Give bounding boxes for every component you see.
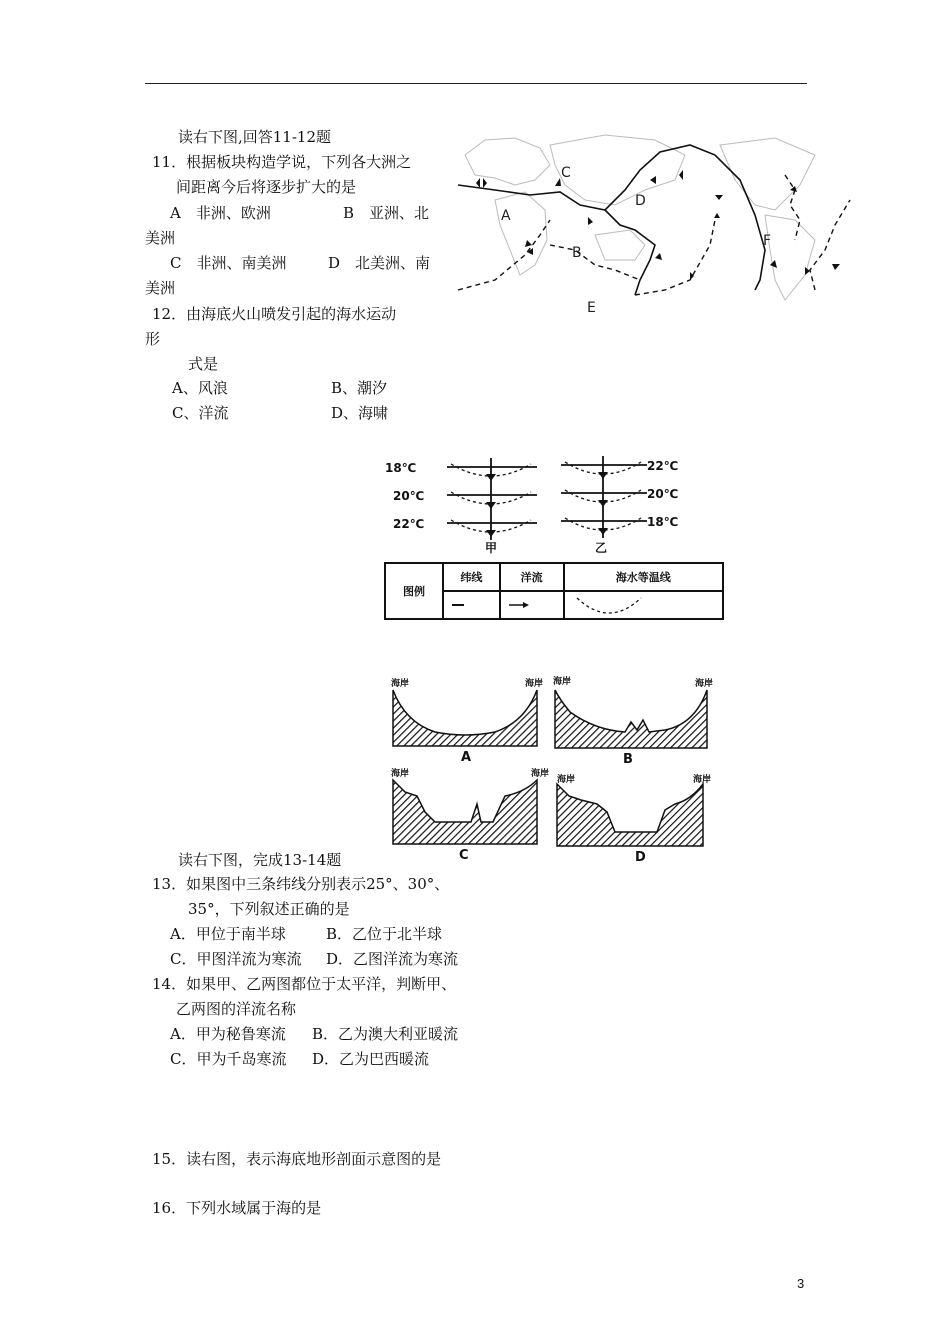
profile-d-coast-right: 海岸 [693, 775, 712, 785]
profile-b-coast-left: 海岸 [553, 677, 572, 687]
left-temp-3: 22℃ [393, 517, 425, 531]
jia-diagram [447, 458, 537, 540]
plate-label-c: C [561, 165, 571, 181]
q14-option-c: C．甲为千岛寒流 [170, 1050, 287, 1068]
q11-stem-line1: 11．根据板块构造学说，下列各大洲之 [152, 153, 412, 171]
left-temp-2: 20℃ [393, 489, 425, 503]
q12-stem-line1-wrap: 形 [145, 330, 161, 348]
legend-table [384, 562, 724, 620]
q12-stem-line1: 12．由海底火山喷发引起的海水运动 [152, 305, 397, 323]
legend-current-symbol [500, 591, 564, 619]
page-number: 3 [797, 1276, 805, 1291]
isotherm-svg [385, 452, 725, 554]
q11-option-c: C 非洲、南美洲 [170, 254, 287, 272]
q11-option-d: D 北美洲、南 [328, 254, 431, 272]
plate-label-f: F [763, 233, 772, 249]
right-temp-2: 20℃ [647, 487, 679, 501]
right-temp-1: 22℃ [647, 459, 679, 473]
profile-svg [385, 672, 715, 864]
profile-label-c: C [459, 848, 469, 863]
profile-label-b: B [623, 752, 633, 767]
legend-title: 图例 [385, 563, 443, 619]
legend-isotherm-symbol [564, 591, 724, 619]
profile-a-coast-right: 海岸 [525, 679, 544, 689]
profile-c-coast-right: 海岸 [531, 769, 550, 779]
q12-option-c: C、洋流 [172, 404, 229, 422]
q14-option-a: A．甲为秘鲁寒流 [170, 1025, 286, 1043]
legend-current-label: 洋流 [500, 563, 564, 591]
q11-12-intro: 读右下图,回答11-12题 [178, 128, 332, 146]
q12-option-a: A、风浪 [172, 379, 228, 397]
plate-label-a: A [501, 208, 511, 224]
q11-option-d-wrap: 美洲 [145, 279, 176, 297]
q13-option-b: B．乙位于北半球 [326, 925, 443, 943]
profile-shapes [393, 690, 707, 846]
plate-label-d: D [635, 193, 646, 209]
legend-isotherm-label: 海水等温线 [564, 563, 724, 591]
figure-label-yi: 乙 [595, 541, 608, 554]
yi-diagram [561, 456, 647, 538]
q11-stem-line2: 间距离今后将逐步扩大的是 [176, 178, 357, 196]
q13-stem-line2: 35°，下列叙述正确的是 [188, 900, 350, 918]
profile-label-d: D [635, 850, 646, 864]
plate-label-e: E [587, 300, 596, 315]
header-rule [145, 83, 807, 84]
seafloor-profile-figure [385, 672, 715, 864]
q16-stem: 16．下列水域属于海的是 [152, 1199, 322, 1217]
plate-boundary-map [455, 130, 855, 315]
left-temp-1: 18℃ [385, 461, 417, 475]
q12-option-d: D、海啸 [331, 404, 389, 422]
q14-stem-line1: 14．如果甲、乙两图都位于太平洋，判断甲、 [152, 975, 457, 993]
plate-label-b: B [572, 245, 582, 261]
plate-map-svg [455, 130, 855, 315]
q14-stem-line2: 乙两图的洋流名称 [176, 1000, 297, 1018]
q13-stem-line1: 13．如果图中三条纬线分别表示25°、30°、 [152, 875, 450, 893]
profile-c-coast-left: 海岸 [391, 769, 410, 779]
q11-option-b-wrap: 美洲 [145, 229, 176, 247]
q12-option-b: B、潮汐 [331, 379, 388, 397]
q11-option-b: B 亚洲、北 [343, 204, 430, 222]
profile-b-coast-right: 海岸 [695, 679, 714, 689]
q13-option-d: D．乙图洋流为寒流 [326, 950, 459, 968]
q13-14-intro: 读右下图，完成13-14题 [178, 851, 342, 869]
q15-stem: 15．读右图，表示海底地形剖面示意图的是 [152, 1150, 442, 1168]
right-temp-3: 18℃ [647, 515, 679, 529]
q14-option-d: D．乙为巴西暖流 [312, 1050, 430, 1068]
profile-label-a: A [461, 750, 472, 765]
legend-latitude-symbol [443, 591, 500, 619]
legend-latitude-label: 纬线 [443, 563, 500, 591]
profile-a-coast-left: 海岸 [391, 679, 410, 689]
isotherm-current-figure [385, 452, 725, 554]
q14-option-b: B．乙为澳大利亚暖流 [312, 1025, 459, 1043]
q12-stem-line2: 式是 [188, 355, 219, 373]
profile-d-coast-left: 海岸 [557, 775, 576, 785]
q11-option-a: A 非洲、欧洲 [170, 204, 271, 222]
isotherm-legend [384, 562, 724, 620]
q13-option-c: C．甲图洋流为寒流 [170, 950, 302, 968]
q13-option-a: A．甲位于南半球 [170, 925, 286, 943]
figure-label-jia: 甲 [485, 541, 498, 554]
